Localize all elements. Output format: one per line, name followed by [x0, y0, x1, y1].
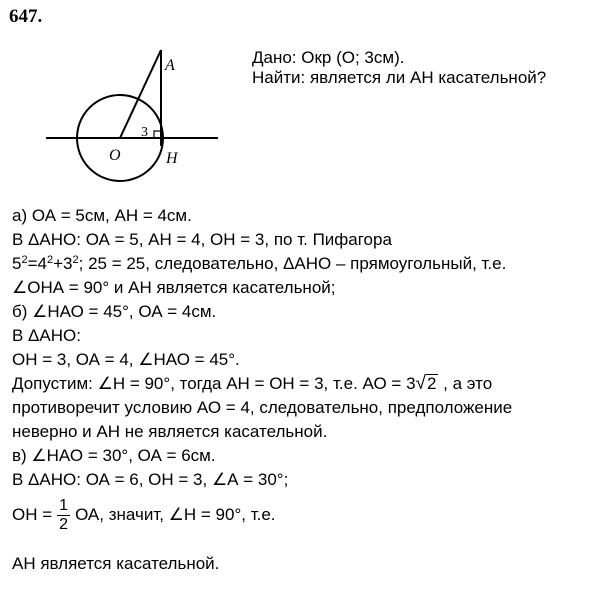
fraction-numerator: 1	[59, 497, 69, 515]
exponent: 2	[21, 254, 28, 266]
solution-line: б) ∠НАО = 45°, ОА = 4см.	[12, 302, 217, 321]
sqrt-sign: √	[415, 373, 426, 394]
solution-line: неверно и АН не является касательной.	[12, 422, 328, 441]
label-h: H	[166, 150, 178, 167]
given-block	[252, 48, 546, 88]
text-span: ; 25 = 25, следовательно, ΔАНО – прямоугольный, т.е.	[78, 254, 507, 273]
given-line: Дано: Окр (О; 3см).	[252, 48, 405, 67]
sqrt-line	[12, 372, 584, 396]
find-line: Найти: является ли АН касательной?	[252, 68, 547, 87]
solution-text	[12, 204, 584, 576]
solution-line: ОН = 3, ОА = 4, ∠НАО = 45°.	[12, 350, 240, 369]
geometry-diagram	[0, 0, 320, 200]
solution-line: в) ∠НАО = 30°, ОА = 6см.	[12, 446, 216, 465]
label-3: 3	[141, 125, 148, 140]
solution-line: ∠ОНА = 90° и АН является касательной;	[12, 278, 336, 297]
problem-number: 647.	[9, 6, 43, 27]
text-span: Допустим: ∠Н = 90°, тогда АН = ОН = 3, т.е. АО = 3	[12, 374, 416, 393]
sqrt-value: 2	[426, 374, 437, 393]
text-span: +3	[53, 254, 73, 273]
text-span: ОН =	[12, 505, 53, 524]
label-a: A	[165, 57, 175, 74]
text-span: =4	[27, 254, 47, 273]
exponent: 2	[72, 254, 79, 266]
fraction-denominator: 2	[59, 516, 69, 534]
solution-line: В ΔАНО: ОА = 5, АН = 4, ОН = 3, по т. Пифагора	[12, 230, 392, 249]
fraction	[57, 497, 70, 534]
text-span: ОА, значит, ∠Н = 90°, т.е.	[75, 505, 276, 524]
exponent: 2	[46, 254, 54, 266]
solution-line: В ΔАНО:	[12, 326, 81, 345]
solution-line: а) ОА = 5см, АН = 4см.	[12, 206, 192, 225]
fraction-line	[12, 496, 584, 534]
right-angle-mark	[154, 131, 161, 138]
solution-line: В ΔАНО: ОА = 6, ОН = 3, ∠А = 30°;	[12, 470, 289, 489]
text-span: , а это	[443, 374, 493, 393]
solution-line: противоречит условию АО = 4, следовательно, предположение	[12, 398, 513, 417]
pythagoras-line	[12, 252, 584, 276]
text-span: 5	[12, 254, 22, 273]
label-o: O	[109, 147, 121, 164]
solution-line: АН является касательной.	[12, 554, 220, 573]
